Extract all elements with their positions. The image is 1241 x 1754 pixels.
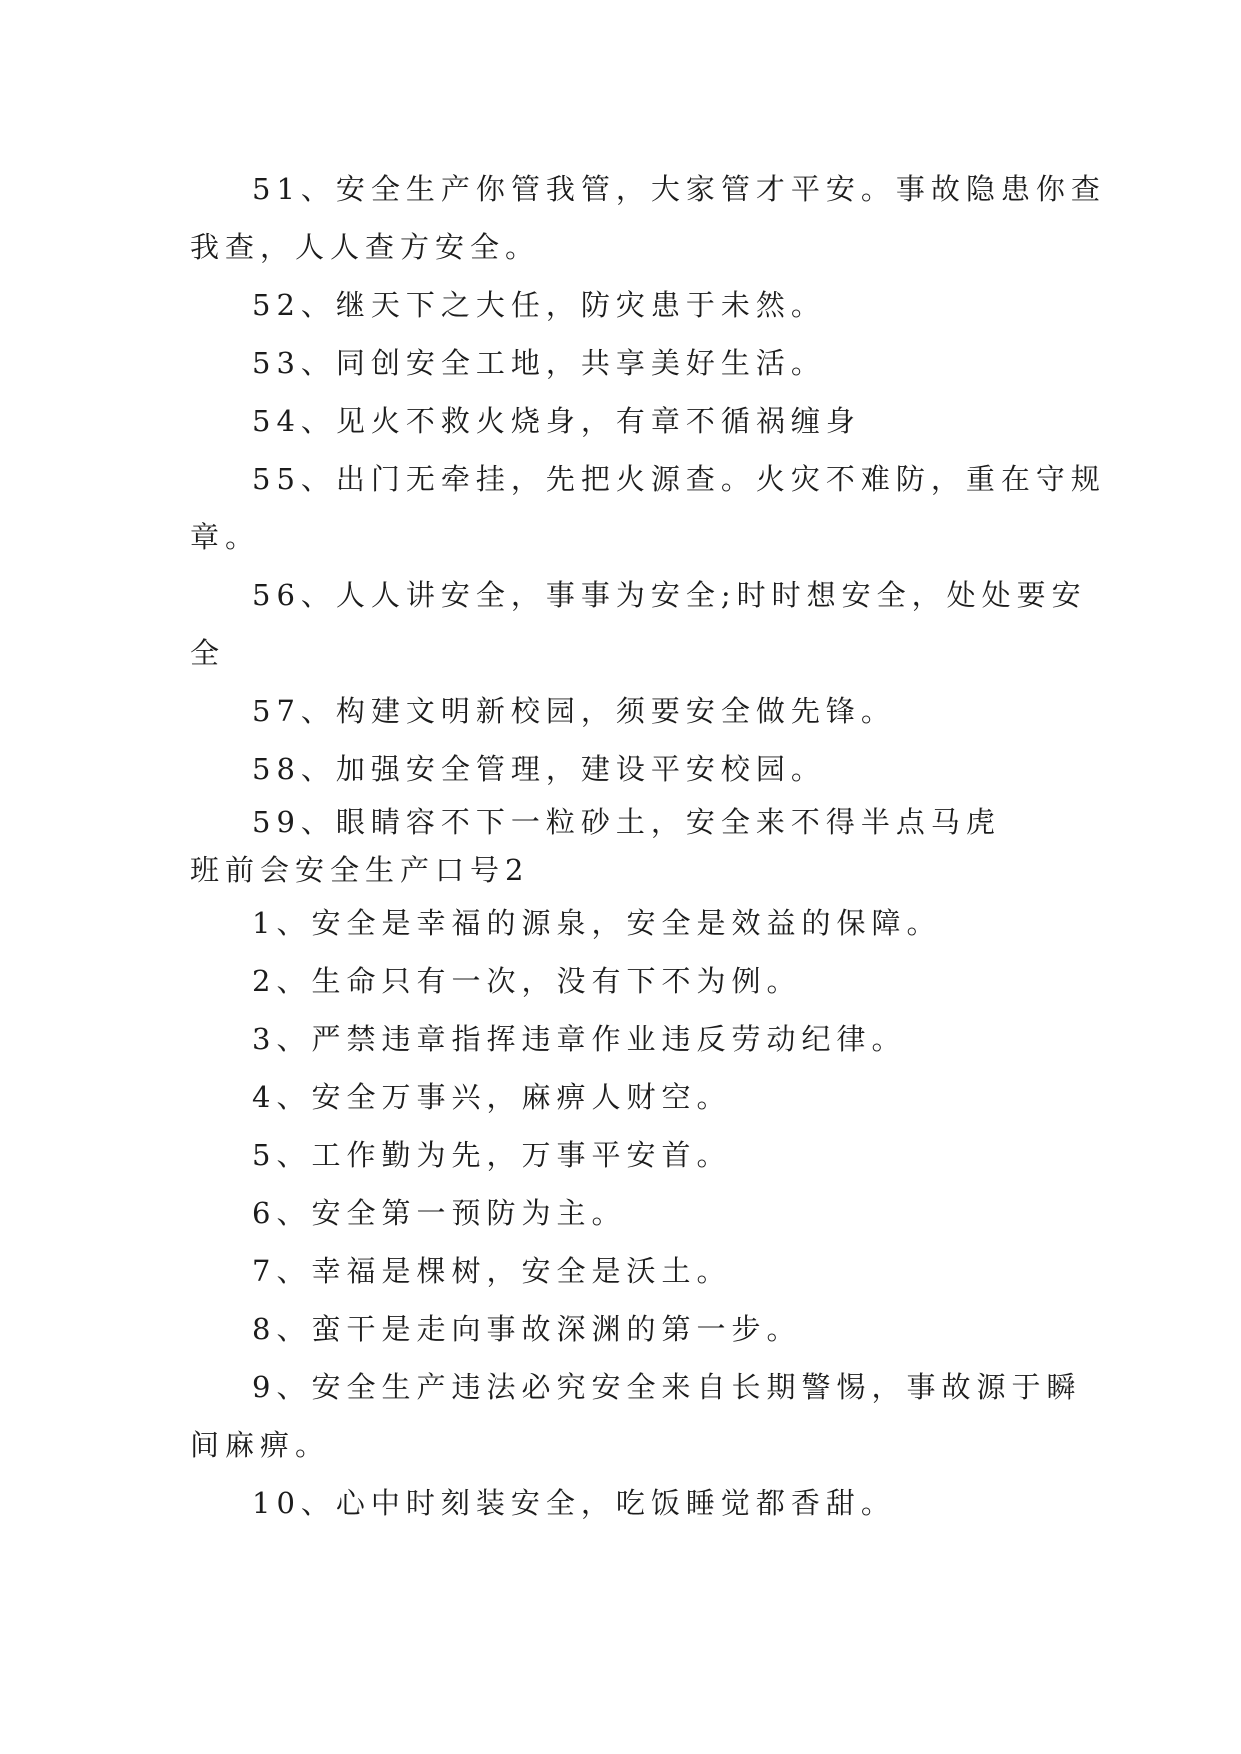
slogan-54: 54、见火不救火烧身，有章不循祸缠身 <box>252 404 861 438</box>
slogan-59: 59、眼睛容不下一粒砂土，安全来不得半点马虎 <box>252 805 1001 839</box>
document-body <box>190 160 1106 1532</box>
slogan-3: 3、严禁违章指挥违章作业违反劳动纪律。 <box>252 1022 907 1056</box>
section-heading: 班前会安全生产口号2 <box>190 853 530 887</box>
slogan-2: 2、生命只有一次，没有下不为例。 <box>252 964 802 998</box>
slogan-53: 53、同创安全工地，共享美好生活。 <box>252 346 826 380</box>
slogan-55-line-2: 章。 <box>190 520 261 554</box>
slogan-9-line-1: 9、安全生产违法必究安全来自长期警惕，事故源于瞬 <box>252 1370 1082 1404</box>
slogan-52: 52、继天下之大任，防灾患于未然。 <box>252 288 826 322</box>
slogan-55-line-1: 55、出门无牵挂，先把火源查。火灾不难防，重在守规 <box>252 462 1106 496</box>
slogan-57: 57、构建文明新校园，须要安全做先锋。 <box>252 694 896 728</box>
slogan-9-line-2: 间麻痹。 <box>190 1428 331 1462</box>
slogan-1: 1、安全是幸福的源泉，安全是效益的保障。 <box>252 906 942 940</box>
slogan-56-line-1: 56、人人讲安全，事事为安全;时时想安全，处处要安 <box>252 578 1087 612</box>
slogan-58: 58、加强安全管理，建设平安校园。 <box>252 752 826 786</box>
slogan-4: 4、安全万事兴，麻痹人财空。 <box>252 1080 732 1114</box>
slogan-51-line-2: 我查，人人查方安全。 <box>190 230 541 264</box>
slogan-8: 8、蛮干是走向事故深渊的第一步。 <box>252 1312 802 1346</box>
slogan-10: 10、心中时刻装安全，吃饭睡觉都香甜。 <box>252 1486 896 1520</box>
slogan-5: 5、工作勤为先，万事平安首。 <box>252 1138 732 1172</box>
slogan-7: 7、幸福是棵树，安全是沃土。 <box>252 1254 732 1288</box>
slogan-56-line-2: 全 <box>190 636 226 670</box>
slogan-51-line-1: 51、安全生产你管我管，大家管才平安。事故隐患你查 <box>252 172 1106 206</box>
slogan-6: 6、安全第一预防为主。 <box>252 1196 627 1230</box>
